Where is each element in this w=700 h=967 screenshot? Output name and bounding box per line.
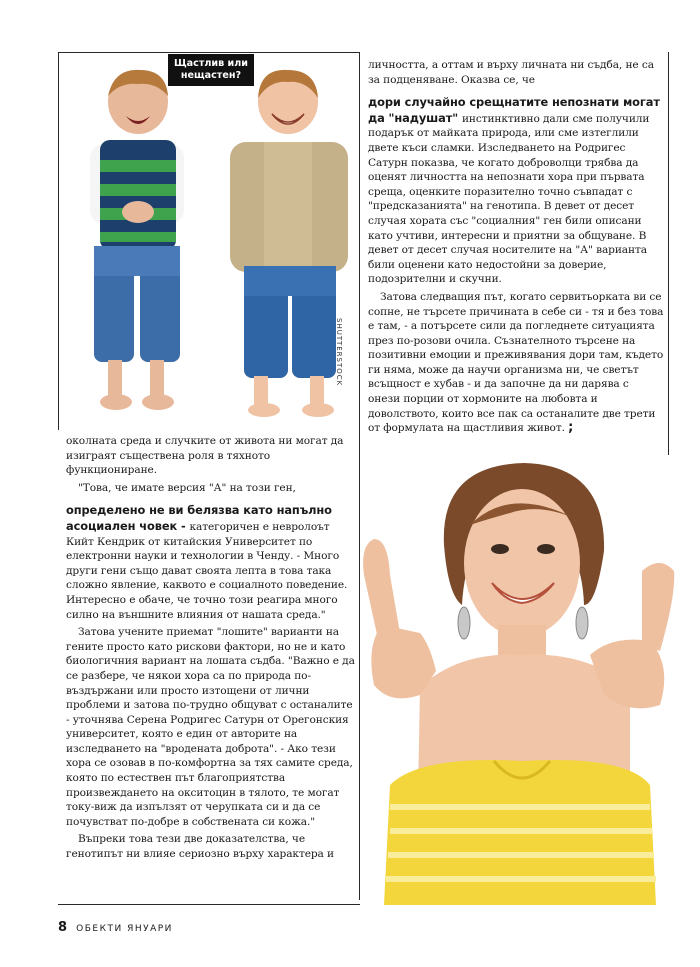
left-paragraph-2: "Това, че имате версия "А" на този ген,: [78, 481, 296, 494]
photo-caption-line2: нещастен?: [180, 70, 242, 81]
frame-right-line: [668, 52, 669, 460]
magazine-name: ОБЕКТИ ЯНУАРИ: [76, 924, 173, 934]
frame-left-line: [58, 52, 59, 430]
left-paragraph-3-body: категоричен е невролоът Кийт Кендрик от китайския Университет по електронни науки и технологии в Ченду. - Много други гени също дават своята лепта в това така сложно явление, каквото е социалното поведение. Интересно е обаче, че точно този реагира много силно на външните влияния от нашата среда.": [66, 520, 348, 621]
right-lead-bold: дори случайно срещнатите непознати могат да "надушат": [368, 95, 660, 125]
photo-caption-line1: Щастлив или: [173, 58, 249, 69]
left-paragraph-3: [66, 503, 356, 622]
left-paragraph-1: околната среда и случките от живота ни могат да изиграят съществена роля в тяхното функциониране.: [66, 435, 344, 477]
photo-woman-thumbs-up: [360, 455, 680, 905]
article-end-mark: ;: [568, 420, 574, 436]
left-paragraph-5: Въпреки това тези две доказателства, че генотипът ни влияе сериозно върху характера и: [66, 833, 335, 861]
frame-top-line: [58, 52, 359, 53]
photo-credit: SHUTTERSTOCK: [335, 318, 343, 387]
page-footer: [58, 916, 173, 935]
right-text-column: [368, 58, 664, 439]
left-text-column: [66, 434, 356, 865]
left-lead-bold: определено не ви белязва като напълно асоциален човек -: [66, 503, 332, 533]
right-paragraph-3-body: Затова следващия път, когато сервитьорката ви се сопне, не търсете причината в себе си - тя и без това е там, - а потърсете сили да погледнете ситуацията през по-розови очила. Съзнателното търсене на позитивни емоции и преживявания дори там, където ги няма, може да научи организма ни, че светът всъщност е хубав - и да започне да ни дарява с онези порции от хормоните на любовта и доволството, които все пак са останалите две трети от формулата на щастливия живот.: [368, 290, 664, 435]
right-paragraph-1: личността, а оттам и върху личната ни съдба, не са за подценяване. Оказва се, че: [368, 59, 654, 86]
right-paragraph-3: [368, 290, 664, 436]
photo-caption-tag: [168, 54, 254, 86]
left-paragraph-4: Затова учените приемат "лошите" варианти на гените просто като рискови фактори, но не и като биологичния вариант на лошата съдба. "Важно е да се разбере, че някои хора са по природа по-въздържани или просто изтощени от лични проблеми и затова по-трудно общуват с останалите - уточнява Серена Родригес Сатурн от Орегонския университет, която е един от авторите на изследването на "вродената доброта". - Ако тези хора се озовав в по-комфортна за тях самите среда, която по естествен път благоприятства произвеждането на окситоцин в тялото, те могат току-виж да изпълзят от черупката си и да се почувстват по-добре в собствената си кожа.": [66, 626, 355, 828]
photo-crying-and-happy-boys: [64, 60, 356, 428]
right-paragraph-2-body: инстинктивно дали сме получили подарък от майката природа, или сме изтеглили двете къси сламки. Изследването на Родригес Сатурн показва, че когато доброволци трябва да оценят личността на непознати хора при първата среща, оценките поразително точно съвпадат с "предсказанията" на генотипа. В девет от десет случая хората със "социалния" ген били описани като учтиви, интересни и приятни за общуване. В девет от десет случая носителите на "А" варианта били оценени като недостойни за доверие, подозрителни и скучни.: [368, 112, 650, 286]
right-paragraph-2: [368, 95, 664, 287]
page-number: 8: [58, 920, 68, 935]
